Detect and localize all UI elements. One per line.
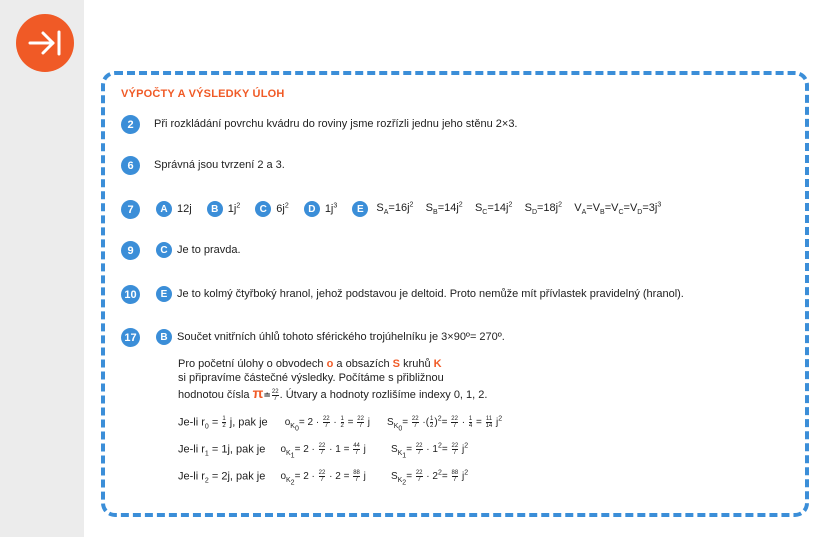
option-b-badge: B [207,201,223,217]
task-10-text: Je to kolmý čtyřboký hranol, jehož podstavou je deltoid. Proto nemůže mít přívlastek pravidelný (hranol). [177,288,684,300]
option-b-value: 1j [227,203,237,216]
task-9-letter-badge: C [156,242,172,258]
task-17-line1: Součet vnitřních úhlů tohoto sférického trojúhelníku je 3×90º= 270º. [177,331,505,343]
option-a-badge: A [156,201,172,217]
option-a-value: 12j [177,203,192,215]
radius-1-row: Je-li $r_1 = 1j$, pak je $o_{K_1}= 2$ · $\frac{22}{7}$ · 1 = $\frac{44}{7}$ j $S_{K_1}=$ $\frac{22}{7}$ · $1^2=$ $\frac{22}{7}$ $j^2$ [178,443,469,460]
task-number-10: 10 [121,285,140,304]
task-number-9: 9 [121,241,140,260]
option-c-value: 6j [276,203,285,216]
task-number-6: 6 [121,156,140,175]
task-17-answer [156,329,505,345]
task-10-answer [156,286,684,302]
task-number-2: 2 [121,115,140,134]
option-e-values: $S_A=16j^2$ $S_B=14j^2$ $S_C=14j^2$ $S_D=18j^2$ $V_A=V_B=V_C=V_D=3j^3$ [376,201,662,217]
exit-button[interactable] [16,14,74,72]
section-title: VÝPOČTY A VÝSLEDKY ÚLOH [121,88,285,100]
left-sidebar [0,0,84,537]
task-17-paragraph-line2: si připravíme částečné výsledky. Počítáme s přibližnou [178,372,444,384]
task-17-letter-badge: B [156,329,172,345]
task-17-paragraph-line3: hodnotou čísla π≐ $\frac{22}{7}$ . Útvary a hodnoty rozlišíme indexy 0, 1, 2. [178,385,488,402]
arrow-right-to-bar-icon [27,29,63,57]
option-c-badge: C [255,201,271,217]
task-2-text: Při rozkládání povrchu kvádru do roviny jsme rozřízli jednu jeho stěnu 2×3. [154,118,518,130]
task-17-paragraph-line1: Pro početní úlohy o obvodech o a obsazích S kruhů K [178,358,442,370]
radius-0-row: Je-li $r_0$ = $\frac{1}{2}$ j, pak je $o_{K_0}= 2$ · $\frac{22}{7}$ · $\frac{1}{2}$ = $\frac{22}{7}$ j $S_{K_0}=$ $\frac{22}{7}$ ·( $\frac{1}{2}$ )$^2$= $\frac{22}{7}$ · $\frac{1}{4}$ = $\frac{11}{14}$ $j^2$ [178,416,503,433]
option-e-badge: E [352,201,368,217]
task-6-text: Správná jsou tvrzení 2 a 3. [154,159,285,171]
task-9-answer [156,242,241,258]
task-number-17: 17 [121,328,140,347]
option-d-value: 1j [324,203,334,216]
task-7-answers: A 12j B $1j^2$ C $6j^2$ D $1j^3$ E $S_A=16j^2$ $S_B=14j^2$ $S_C=14j^2$ $S_D=18j^2$ $V_A=V_B=V_C=V_D=3j^3$ [156,201,661,217]
task-number-7: 7 [121,200,140,219]
task-10-letter-badge: E [156,286,172,302]
option-d-badge: D [304,201,320,217]
radius-2-row: Je-li $r_2 = 2j$, pak je $o_{K_2}= 2$ · $\frac{22}{7}$ · 2 = $\frac{88}{7}$ j $S_{K_2}=$ $\frac{22}{7}$ · $2^2=$ $\frac{88}{7}$ $j^2$ [178,470,469,487]
task-9-text: Je to pravda. [177,244,241,256]
